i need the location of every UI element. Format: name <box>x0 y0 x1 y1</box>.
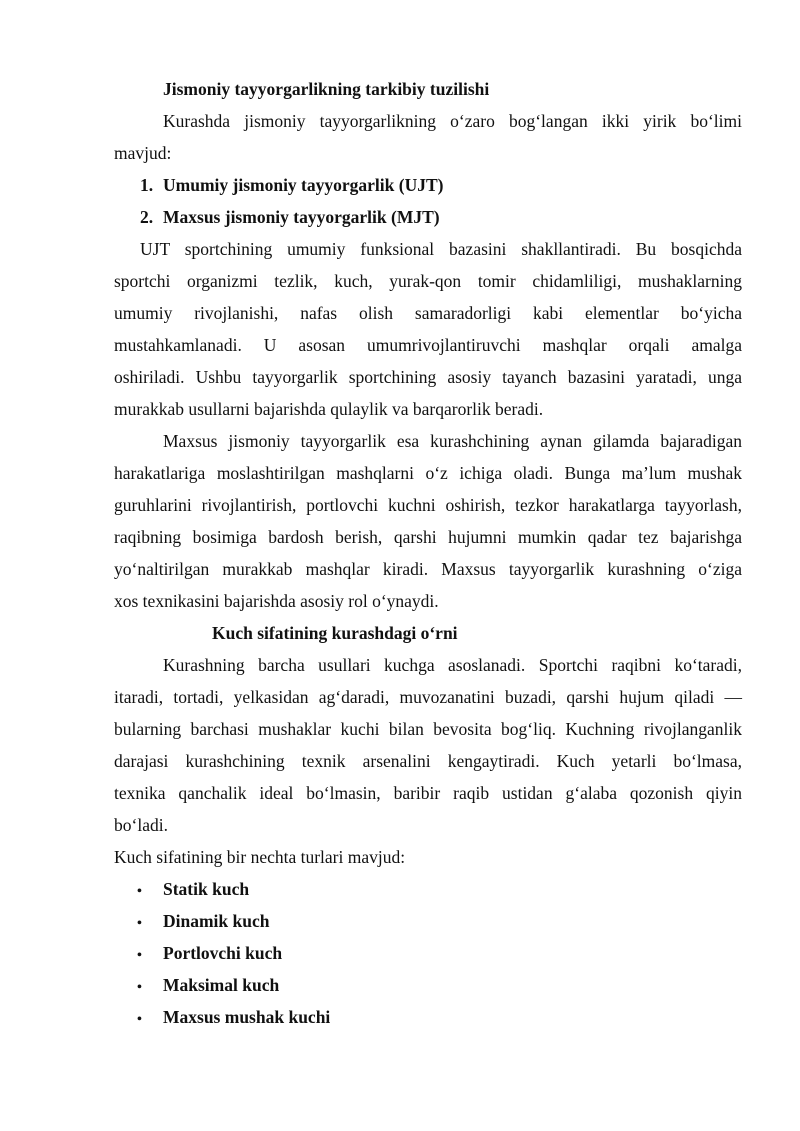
ujt-line-5: oshiriladi. Ushbu tayyorgarlik sportchining asosiy tayanch bazasini yaratadi, unga <box>114 367 742 387</box>
subsection-title: Kuch sifatining kurashdagi o‘rni <box>212 623 458 643</box>
mjt-line-6: xos texnikasini bajarishda asosiy rol o‘ynaydi. <box>114 591 439 611</box>
mjt-line-3: guruhlarini rivojlantirish, portlovchi kuchni oshirish, tezkor harakatlarga tayyorlash, <box>114 495 742 515</box>
bullet-item-4 <box>137 974 279 999</box>
bullet-icon: • <box>137 1012 142 1027</box>
intro-line-2: mavjud: <box>114 143 172 163</box>
bullet-icon: • <box>137 884 142 899</box>
kuch-line-1: Kurashning barcha usullari kuchga asoslanadi. Sportchi raqibni ko‘taradi, <box>163 655 742 675</box>
bullet-text: Dinamik kuch <box>163 911 270 931</box>
bullet-text: Maksimal kuch <box>163 975 280 995</box>
bullet-item-2 <box>137 910 270 935</box>
list-item-text: Umumiy jismoniy tayyorgarlik (UJT) <box>163 175 444 195</box>
kuch-line-6: bo‘ladi. <box>114 815 168 835</box>
ujt-line-3: umumiy rivojlanishi, nafas olish samaradorligi kabi elementlar bo‘yicha <box>114 303 742 323</box>
list-number: 1. <box>140 175 154 195</box>
ujt-line-4: mustahkamlanadi. U asosan umumrivojlantiruvchi mashqlar orqali amalga <box>114 335 742 355</box>
mjt-line-2: harakatlariga moslashtirilgan mashqlarni o‘z ichiga oladi. Bunga ma’lum mushak <box>114 463 742 483</box>
kuch-line-3: bularning barchasi mushaklar kuchi bilan bevosita bog‘liq. Kuchning rivojlanganlik <box>114 719 742 739</box>
types-intro: Kuch sifatining bir nechta turlari mavjud: <box>114 847 406 867</box>
bullet-item-1 <box>137 878 249 903</box>
bullet-text: Portlovchi kuch <box>163 943 283 963</box>
kuch-line-2: itaradi, tortadi, yelkasidan ag‘daradi, muvozanatini buzadi, qarshi hujum qiladi — <box>114 687 742 707</box>
list-item-text: Maxsus jismoniy tayyorgarlik (MJT) <box>163 207 440 227</box>
kuch-line-5: texnika qanchalik ideal bo‘lmasin, baribir raqib ustidan g‘alaba qozonish qiyin <box>114 783 742 803</box>
mjt-line-1: Maxsus jismoniy tayyorgarlik esa kurashchining aynan gilamda bajaradigan <box>163 431 742 451</box>
bullet-text: Maxsus mushak kuchi <box>163 1007 331 1027</box>
ujt-line-2: sportchi organizmi tezlik, kuch, yurak-qon tomir chidamliligi, mushaklarning <box>114 271 742 291</box>
kuch-line-4: darajasi kurashchining texnik arsenalini kengaytiradi. Kuch yetarli bo‘lmasa, <box>114 751 742 771</box>
mjt-line-5: yo‘naltirilgan murakkab mashqlar kiradi. Maxsus tayyorgarlik kurashning o‘ziga <box>114 559 742 579</box>
list-number: 2. <box>140 207 154 227</box>
bullet-icon: • <box>137 916 142 931</box>
bullet-text: Statik kuch <box>163 879 250 899</box>
numbered-item-2 <box>140 206 440 228</box>
ujt-line-6: murakkab usullarni bajarishda qulaylik va barqarorlik beradi. <box>114 399 544 419</box>
mjt-line-4: raqibning bosimiga bardosh berish, qarshi hujumni mumkin qadar tez bajarishga <box>114 527 742 547</box>
bullet-item-3 <box>137 942 282 967</box>
section-title: Jismoniy tayyorgarlikning tarkibiy tuzilishi <box>163 79 490 99</box>
bullet-item-5 <box>137 1006 330 1031</box>
numbered-item-1 <box>140 174 443 196</box>
bullet-icon: • <box>137 948 142 963</box>
ujt-line-1: UJT sportchining umumiy funksional bazasini shakllantiradi. Bu bosqichda <box>140 239 742 259</box>
intro-line-1: Kurashda jismoniy tayyorgarlikning o‘zaro bog‘langan ikki yirik bo‘limi <box>163 111 742 131</box>
bullet-icon: • <box>137 980 142 995</box>
